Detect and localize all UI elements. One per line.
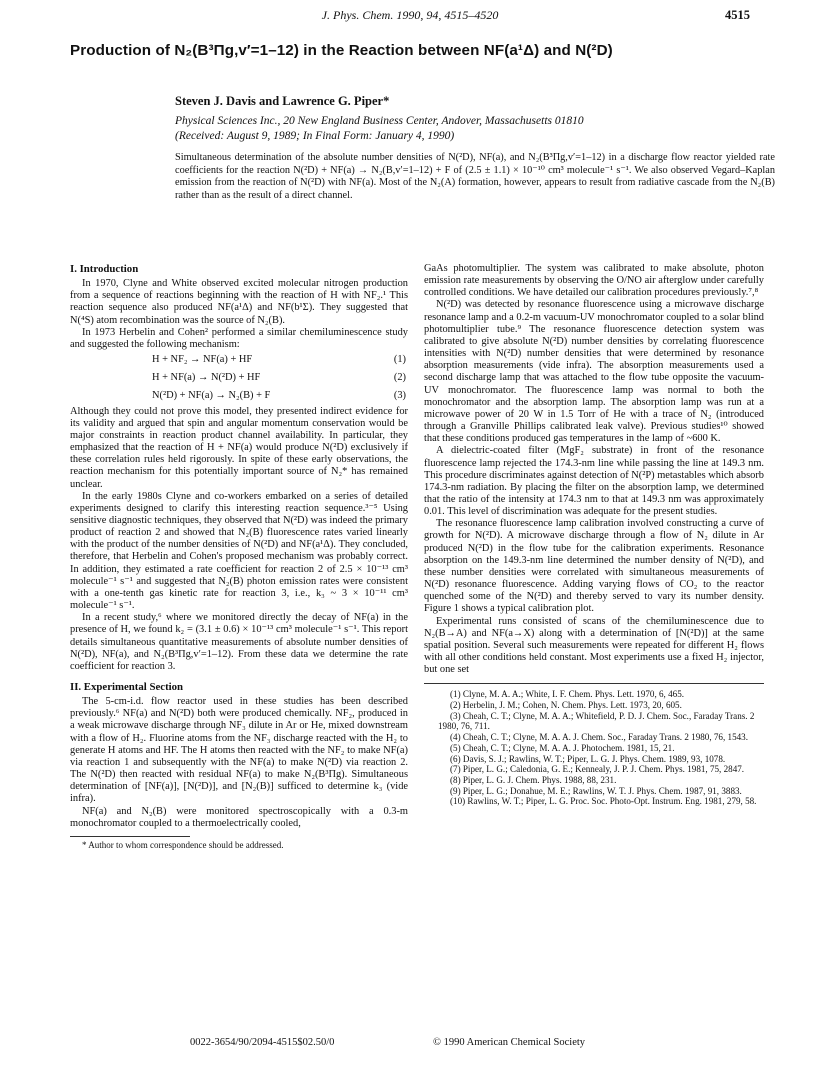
paragraph: GaAs photomultiplier. The system was calibrated to make absolute, photon emission rate measurements by observing the O/NO air afterglow under carefully controlled conditions. We have detailed our calibration procedures previously.⁷,⁸ bbox=[424, 263, 764, 299]
copyright-notice: © 1990 American Chemical Society bbox=[433, 1037, 586, 1048]
equation bbox=[70, 387, 408, 405]
abstract: Simultaneous determination of the absolute number densities of N(²D), NF(a), and N₂(B³Πg,v′=1–12) in a discharge flow reactor yielded rate coefficients for the reaction N(²D) + NF(a) → N₂(B,v′=1–12) + F of (2.5 ± 1.1) × 10⁻¹⁰ cm³ molecule⁻¹ s⁻¹. We also observed Vegard–Kaplan emission from the reaction of N(²D) with NF(a). Most of the N₂(A) formation, however, appears to result from radiative cascade from the N₂(B) rather than as the result of a direct channel. bbox=[175, 152, 775, 201]
reference-item: (3) Cheah, C. T.; Clyne, M. A. A.; Whitefield, P. D. J. Chem. Soc., Faraday Trans. 2 1980, 76, 711. bbox=[438, 710, 755, 732]
paragraph: In a recent study,⁶ where we monitored directly the decay of NF(a) in the presence of H, we found k₂ = (3.1 ± 0.6) × 10⁻¹³ cm³ molecule⁻¹ s⁻¹. This report details simultaneous quantitative measurements of absolute number densities of N(²D), NF(a), and N₂(B³Πg,v′=1–12). From these data we determine the rate coefficient for reaction 3. bbox=[70, 612, 408, 672]
journal-citation: J. Phys. Chem. 1990, 94, 4515–4520 bbox=[321, 8, 499, 22]
reference-item: (4) Cheah, C. T.; Clyne, M. A. A. J. Chem. Soc., Faraday Trans. 2 1980, 76, 1543. bbox=[450, 732, 748, 743]
paragraph: In 1973 Herbelin and Cohen² performed a similar chemiluminescence study and suggested the following mechanism: bbox=[70, 326, 408, 350]
author-footnote: * Author to whom correspondence should be addressed. bbox=[82, 839, 284, 850]
reference-item: (9) Piper, L. G.; Donahue, M. E.; Rawlins, W. T. J. Phys. Chem. 1987, 91, 3883. bbox=[450, 785, 742, 796]
equation-number: (2) bbox=[393, 372, 406, 384]
equation-text: H + NF(a) → N(²D) + HF bbox=[152, 372, 261, 384]
paragraph: The resonance fluorescence lamp calibration involved constructing a curve of growth for N(²D). A microwave discharge through a flow of N₂ dilute in Ar produced N(²D) in the flow tube for the calibration experiments. Resonance absorption on the 149.3-nm line determined the number density of N(²D), and these number densities were correlated with simultaneous measurements of N(²D) resonance fluorescence. Adding varying flows of CO₂ to the reactor quenched some of the N(²D) and thereby served to vary its number density. Figure 1 shows a typical calibration plot. bbox=[424, 518, 764, 615]
equation bbox=[70, 351, 408, 369]
reference-item: (5) Cheah, C. T.; Clyne, M. A. A. J. Photochem. 1981, 15, 21. bbox=[450, 742, 675, 753]
paragraph: N(²D) was detected by resonance fluorescence using a microwave discharge resonance lamp and a 0.2-m vacuum-UV monochromator coupled to a solar blind photomultiplier tube.⁹ The resonance fluorescence detection system was calibrated to give absolute N(²D) number densities by correlating fluorescence intensities with N(²D) number densities that were determined by resonance absorption measurements (vide infra). The absorption measurements used a second discharge lamp that was attached to the flow tube opposite the vacuum-UV monochromator. The fluorescence lamp was normal to both the monochromator and the absorption lamp. The absorption lamp was run at a microwave power of 20 W in 1.5 Torr of He with a trace of N₂ (introduced through a Granville Phillips calibrated leak valve). Previous studies¹⁰ showed that these conditions produced gas temperatures in the lamp of ~600 K. bbox=[424, 299, 764, 445]
reference-list bbox=[424, 683, 764, 807]
section-heading-experimental: II. Experimental Section bbox=[70, 681, 184, 693]
paragraph: In 1970, Clyne and White observed excited molecular nitrogen production from a sequence of reactions beginning with the reaction of H with NF₂.¹ This reaction sequence also produced NF(a¹Δ) and NF(b¹Σ). They suggested that N(⁴S) atom recombination was the source of N₂(B). bbox=[70, 278, 408, 326]
right-column bbox=[424, 263, 764, 807]
equation-text: N(²D) + NF(a) → N₂(B) + F bbox=[152, 390, 271, 402]
issn-code: 0022-3654/90/2094-4515$02.50/0 bbox=[190, 1037, 335, 1048]
paragraph: Although they could not prove this model, they presented indirect evidence for its validity and argued that spin and angular momentum conservation would be major constraints in reaction product channel availability. In particular, they emphasized that the reaction of H + NF(a) would produce N(²D) exclusively if these correlation rules held rigorously. In spite of these early observations, the reaction mechanism for this potentially important source of N₂* has remained unclear. bbox=[70, 405, 408, 490]
left-column bbox=[70, 263, 408, 850]
article-title: Production of N₂(B³Πg,v′=1–12) in the Reaction between NF(a¹Δ) and N(²D) bbox=[70, 42, 613, 59]
paragraph: Experimental runs consisted of scans of the chemiluminescence due to N₂(B→A) and NF(a→X) along with a determination of [N(²D)] at the same spatial position. Several such measurements were repeated for different H₂ flows with all other conditions held constant. Most experiments use a fixed H₂ injector, but one set bbox=[424, 615, 764, 676]
reference-item: (10) Rawlins, W. T.; Piper, L. G. Proc. Soc. Photo-Opt. Instrum. Eng. 1981, 279, 58. bbox=[450, 796, 757, 807]
author-list: Steven J. Davis and Lawrence G. Piper* bbox=[175, 94, 390, 108]
page-number: 4515 bbox=[725, 8, 750, 22]
paragraph: The 5-cm-i.d. flow reactor used in these studies has been described previously.⁶ NF(a) and N(²D) both were produced chemically. NF₂, produced in a weak microwave discharge through NF₃ dilute in Ar or He, mixed downstream with a flow of H₂. Fluorine atoms from the NF₃ discharge reacted with the H₂ to generate H atoms and HF. The H atoms then reacted with the NF₂ to make NF(a) via reaction 1 and subsequently with the NF(a) to make N(²D) via reaction 2. The N(²D) then reacted with residual NF(a) to make N₂(B³Πg). Simultaneous determination of [NF(a)], [N(²D)], and [N₂(B)] sufficed to determine k₃ (vide infra). bbox=[70, 696, 408, 805]
paragraph: A dielectric-coated filter (MgF₂ substrate) in front of the resonance fluorescence lamp rejected the 174.3-nm line while passing the line at 149.3 nm. This procedure discriminates against detection of N(²P) metastables which absorb 174.3-nm radiation. By placing the filter on the absorption lamp, we determined that the ratio of the intensity at 174.3 nm to that at 149.3 nm was approximately 0.01. This level of discrimination was adequate for the present studies. bbox=[424, 445, 764, 518]
paragraph: NF(a) and N₂(B) were monitored spectroscopically with a 0.3-m monochromator coupled to a thermoelectrically cooled, bbox=[70, 805, 408, 829]
reference-item: (8) Piper, L. G. J. Chem. Phys. 1988, 88, 231. bbox=[450, 774, 617, 785]
reference-item: (7) Piper, L. G.; Caledonia, G. E.; Kennealy, J. P. J. Chem. Phys. 1981, 75, 2847. bbox=[450, 764, 745, 775]
equation-number: (3) bbox=[393, 390, 406, 402]
received-dates: (Received: August 9, 1989; In Final Form: January 4, 1990) bbox=[175, 130, 455, 142]
running-head bbox=[70, 8, 750, 26]
affiliation: Physical Sciences Inc., 20 New England Business Center, Andover, Massachusetts 01810 bbox=[175, 115, 584, 127]
paragraph: In the early 1980s Clyne and co-workers embarked on a series of detailed experiments designed to clarify this interesting reaction sequence.³⁻⁵ Using sensitive diagnostic techniques, they observed that N(²D) was indeed the primary product of reaction 2 and showed that N₂(B) fluorescence rates varied linearly with the product of the number densities of N(²D) and NF(a¹Δ). They concluded, therefore, that Herbelin and Cohen's proposed mechanism was probably correct. In addition, they estimated a rate coefficient for reaction 2 of 2.5 × 10⁻¹³ cm³ molecule⁻¹ s⁻¹ and suggested that N₂(B) photon emission rates were consistent with a one-tenth gas kinetic rate for reaction 3, i.e., k₃ ~ 3 × 10⁻¹¹ cm³ molecule⁻¹ s⁻¹. bbox=[70, 490, 408, 612]
reference-item: (6) Davis, S. J.; Rawlins, W. T.; Piper, L. G. J. Phys. Chem. 1989, 93, 1078. bbox=[450, 753, 726, 764]
reference-item: (2) Herbelin, J. M.; Cohen, N. Chem. Phys. Lett. 1973, 20, 605. bbox=[450, 700, 682, 711]
equation bbox=[70, 369, 408, 387]
equation-text: H + NF₂ → NF(a) + HF bbox=[152, 354, 253, 366]
equation-number: (1) bbox=[393, 354, 406, 366]
affiliation-block bbox=[175, 114, 584, 144]
section-heading-introduction: I. Introduction bbox=[70, 263, 139, 275]
reference-item: (1) Clyne, M. A. A.; White, I. F. Chem. Phys. Lett. 1970, 6, 465. bbox=[450, 689, 685, 700]
footnote-divider bbox=[70, 836, 190, 837]
